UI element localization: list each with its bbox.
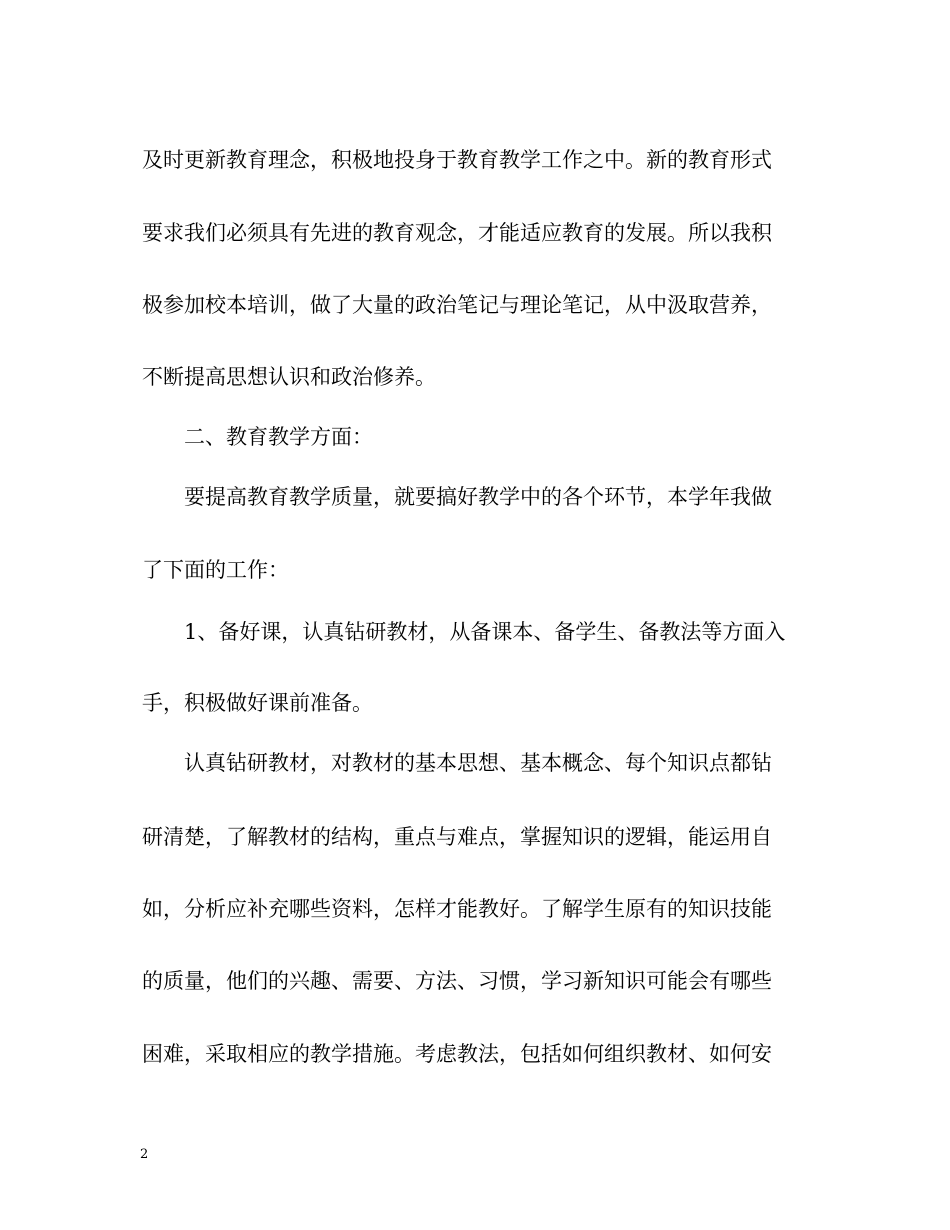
text-line: 认真钻研教材，对教材的基本思想、基本概念、每个知识点都钻 (184, 751, 772, 775)
text-line: 1、备好课，认真钻研教材，从备课本、备学生、备教法等方面入 (184, 620, 786, 644)
text-line: 及时更新教育理念，积极地投身于教育教学工作之中。新的教育形式 (142, 148, 772, 172)
text-line: 手，积极做好课前准备。 (142, 691, 373, 715)
text-line: 的质量，他们的兴趣、需要、方法、习惯，学习新知识可能会有哪些 (142, 969, 772, 993)
text-line: 困难，采取相应的教学措施。考虑教法，包括如何组织教材、如何安 (142, 1042, 772, 1066)
text-line: 不断提高思想认识和政治修养。 (142, 365, 436, 389)
text-line: 极参加校本培训，做了大量的政治笔记与理论笔记，从中汲取营养， (142, 293, 772, 317)
text-line: 要求我们必须具有先进的教育观念，才能适应教育的发展。所以我积 (142, 221, 772, 245)
text-line: 了下面的工作： (142, 558, 289, 582)
section-heading: 二、教育教学方面： (184, 425, 373, 449)
text-line: 研清楚，了解教材的结构，重点与难点，掌握知识的逻辑，能运用自 (142, 825, 772, 849)
page-number: 2 (140, 1147, 149, 1162)
text-line: 要提高教育教学质量，就要搞好教学中的各个环节，本学年我做 (184, 485, 772, 509)
text-line: 如，分析应补充哪些资料，怎样才能教好。了解学生原有的知识技能 (142, 897, 772, 921)
